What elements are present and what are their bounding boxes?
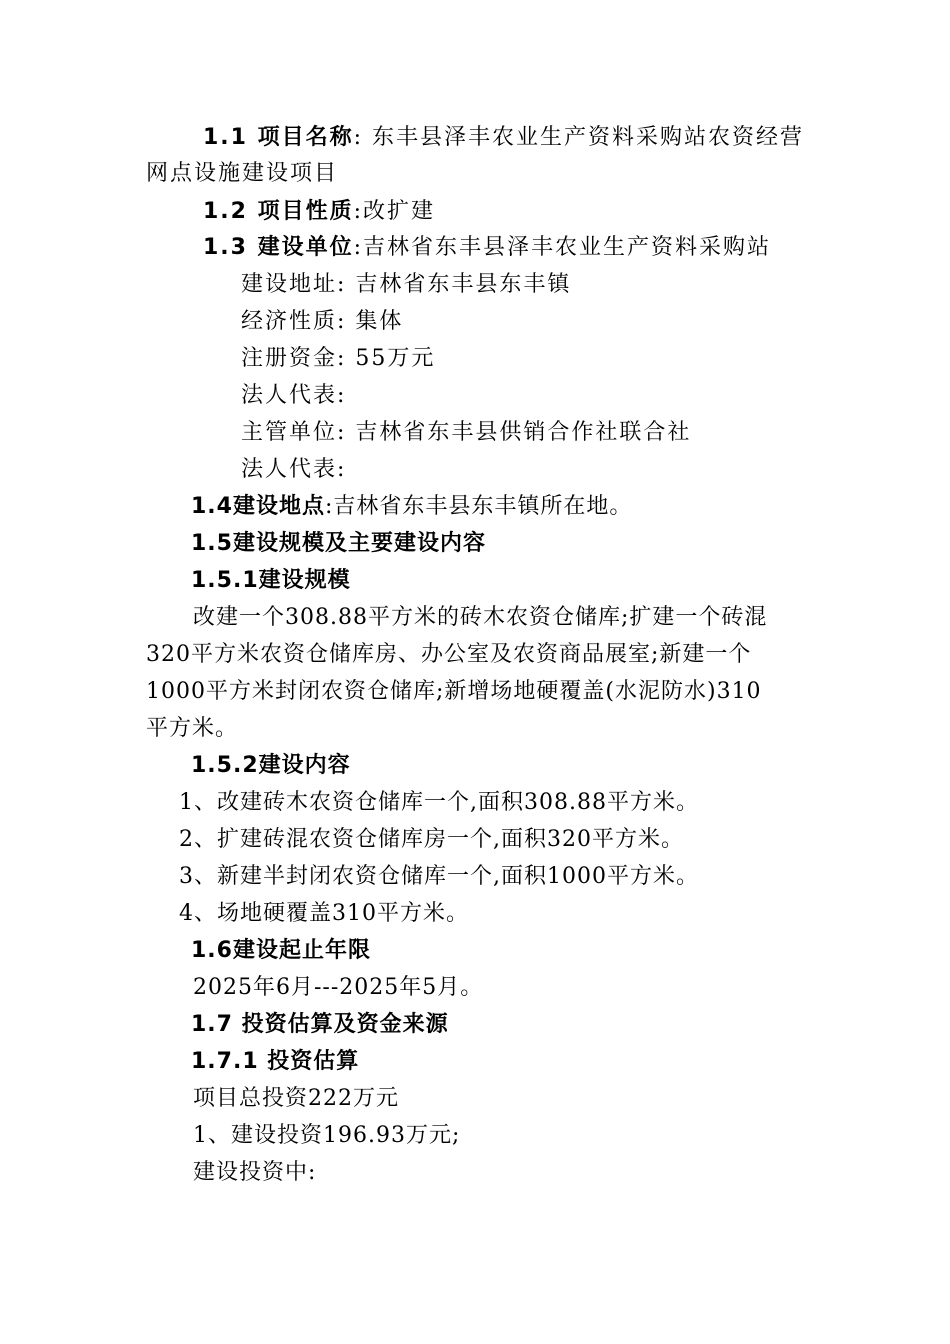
paragraph-line: 平方米。	[146, 716, 239, 741]
section-1-1-continuation: 网点设施建设项目	[146, 161, 339, 186]
section-1-1-heading: 1.1 项目名称	[203, 125, 354, 150]
section-1-5-heading: 1.5建设规模及主要建设内容	[191, 531, 486, 556]
field-value: :	[337, 383, 347, 408]
list-item: 2、扩建砖混农资仓储库房一个,面积320平方米。	[179, 827, 684, 852]
section-1-3-line	[203, 234, 771, 262]
field-label: 建设地址	[241, 272, 338, 297]
field-value: : 集体	[337, 309, 404, 334]
field-value: :	[337, 457, 347, 482]
section-1-4-heading: 1.4建设地点	[191, 494, 325, 519]
field-value: : 55万元	[337, 346, 436, 371]
field-label: 法人代表	[241, 383, 338, 408]
field-row	[241, 419, 691, 447]
section-1-7-1-heading: 1.7.1 投资估算	[191, 1049, 360, 1074]
field-label: 经济性质	[241, 309, 338, 334]
section-1-1-line	[203, 124, 804, 152]
section-1-5-2-heading: 1.5.2建设内容	[191, 753, 351, 778]
section-1-3-text: :吉林省东丰县泽丰农业生产资料采购站	[353, 235, 772, 260]
section-1-2-line	[203, 198, 435, 226]
investment-line: 建设投资中:	[193, 1160, 317, 1185]
paragraph-line: 320平方米农资仓储库房、办公室及农资商品展室;新建一个	[146, 642, 752, 667]
section-1-4-line	[191, 493, 632, 521]
paragraph-line: 改建一个308.88平方米的砖木农资仓储库;扩建一个砖混	[193, 605, 768, 630]
section-1-2-heading: 1.2 项目性质	[203, 199, 354, 224]
investment-line: 项目总投资222万元	[193, 1086, 399, 1111]
field-row	[241, 456, 346, 484]
section-1-5-1-heading: 1.5.1建设规模	[191, 568, 351, 593]
list-item: 1、改建砖木农资仓储库一个,面积308.88平方米。	[179, 790, 699, 815]
field-value: : 吉林省东丰县东丰镇	[337, 272, 572, 297]
section-1-7-heading: 1.7 投资估算及资金来源	[191, 1012, 449, 1037]
list-item: 4、场地硬覆盖310平方米。	[179, 901, 469, 926]
section-1-2-text: :改扩建	[353, 199, 436, 224]
section-1-4-text: :吉林省东丰县东丰镇所在地。	[324, 494, 633, 519]
section-1-3-heading: 1.3 建设单位	[203, 235, 354, 260]
field-row	[241, 271, 571, 299]
field-label: 法人代表	[241, 457, 338, 482]
section-1-6-text: 2025年6月---2025年5月。	[193, 975, 484, 1000]
field-label: 注册资金	[241, 346, 338, 371]
list-item: 3、新建半封闭农资仓储库一个,面积1000平方米。	[179, 864, 699, 889]
paragraph-line: 1000平方米封闭农资仓储库;新增场地硬覆盖(水泥防水)310	[146, 679, 762, 704]
field-value: : 吉林省东丰县供销合作社联合社	[337, 420, 692, 445]
field-row	[241, 345, 435, 373]
field-label: 主管单位	[241, 420, 338, 445]
section-1-6-heading: 1.6建设起止年限	[191, 938, 371, 963]
section-1-1-text: : 东丰县泽丰农业生产资料采购站农资经营	[353, 125, 805, 150]
field-row	[241, 382, 346, 410]
investment-line: 1、建设投资196.93万元;	[193, 1123, 461, 1148]
field-row	[241, 308, 403, 336]
